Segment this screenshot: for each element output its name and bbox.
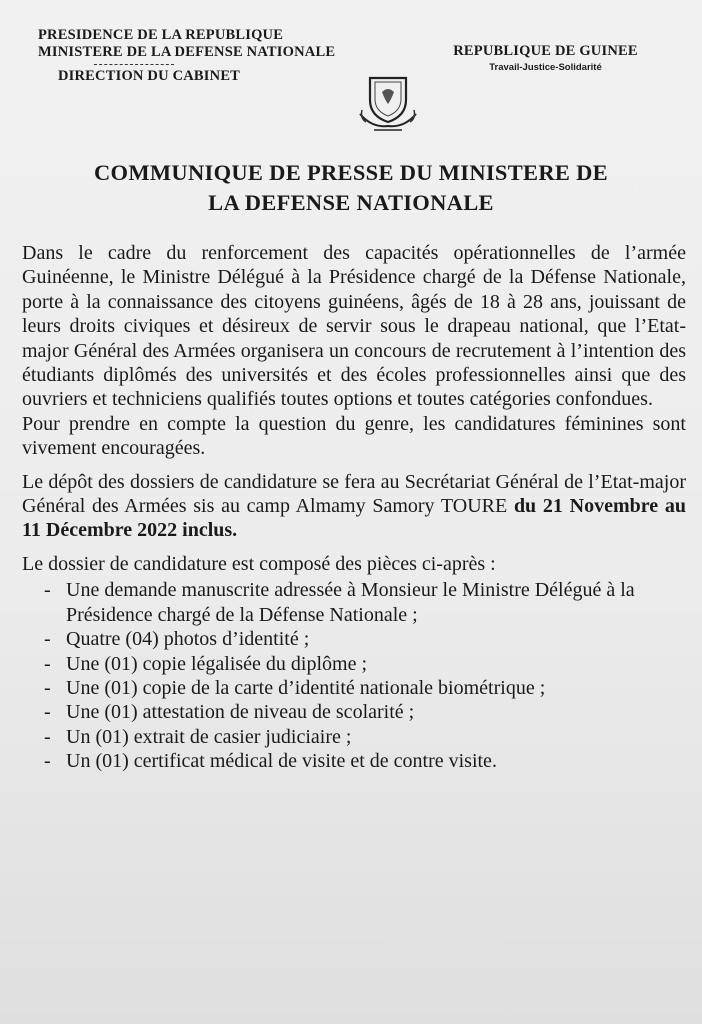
required-documents-list <box>22 578 686 773</box>
title-line-1: COMMUNIQUE DE PRESSE DU MINISTERE DE <box>94 160 608 185</box>
list-item: - Quatre (04) photos d’identité ; <box>44 627 686 651</box>
list-item: - Une (01) copie de la carte d’identité nationale biométrique ; <box>44 676 686 700</box>
list-item: - Une (01) attestation de niveau de scolarité ; <box>44 700 686 724</box>
list-item: - Une demande manuscrite adressée à Monsieur le Ministre Délégué à la Présidence chargé de la Défense Nationale ; <box>44 578 686 627</box>
deposit-text: Le dépôt des dossiers de candidature se fera au Secrétariat Général de l’Etat-major Général des Armées sis au camp Almamy Samory TOURE <box>22 470 686 518</box>
paragraph-deposit <box>22 470 686 543</box>
list-item: - Un (01) certificat médical de visite et de contre visite. <box>44 749 686 773</box>
presidency-line: PRESIDENCE DE LA REPUBLIQUE <box>38 27 284 43</box>
national-motto: Travail-Justice-Solidarité <box>489 62 602 73</box>
paragraph-intro: Dans le cadre du renforcement des capacités opérationnelles de l’armée Guinéenne, le Ministre Délégué à la Présidence chargé de la Défense Nationale, porte à la connaissance des citoyens guinéens, âgés de 18 à 28 ans, jouissant de leurs droits civiques et désireux de servir sous le drapeau national, que l’Etat-major Général des Armées organisera un concours de recrutement à l’intention des étudiants diplômés des universités et des écoles professionnelles ainsi que des ouvriers et techniciens qualifiés toutes options et toutes catégories confondues. <box>22 242 686 411</box>
communique-body <box>22 241 686 774</box>
header-left <box>38 27 335 85</box>
coat-of-arms-icon <box>354 70 422 134</box>
list-item: - Un (01) extrait de casier judiciaire ; <box>44 725 686 749</box>
ministry-line: MINISTERE DE LA DEFENSE NATIONALE <box>38 44 336 60</box>
cabinet-line: DIRECTION DU CABINET <box>58 68 241 84</box>
republic-name: REPUBLIQUE DE GUINEE <box>453 43 638 59</box>
paragraph-dossier: Le dossier de candidature est composé des pièces ci-après : <box>22 552 496 575</box>
page-title <box>20 158 682 218</box>
list-item: - Une (01) copie légalisée du diplôme ; <box>44 652 686 676</box>
title-line-2: LA DEFENSE NATIONALE <box>208 190 494 215</box>
header-right <box>428 43 663 73</box>
deposit-dates: du 21 Novembre au 11 Décembre 2022 inclus. <box>22 495 686 542</box>
paragraph-gender: Pour prendre en compte la question du genre, les candidatures féminines sont vivement encouragées. <box>22 412 686 460</box>
header-divider <box>94 64 174 65</box>
